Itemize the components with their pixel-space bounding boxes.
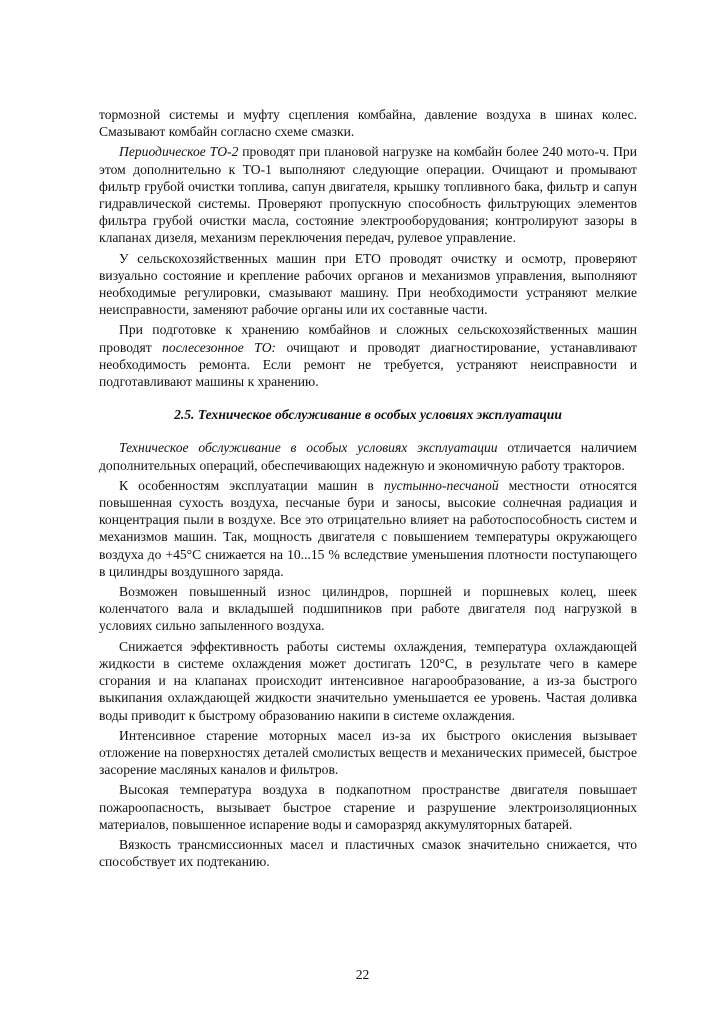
paragraph-to2 — [99, 143, 637, 246]
paragraph-text: Высокая температура воздуха в подкапотном пространстве двигателя повышает пожароопасность, вызывает быстрое старение и разрушение электроизоляционных материалов, повышенное испарение воды и саморазряд аккумуляторных батарей. — [99, 782, 637, 832]
paragraph-text: Снижается эффективность работы системы охлаждения, температура охлаждающей жидкости в системе охлаждения может достигать 120°С, в результате чего в камере сгорания и на клапанах происходит интенсивное нагарообразование, а из-за быстрого выкипания охлаждающей жидкости значительно уменьшается ее уровень. Частая доливка воды приводит к быстрому образованию накипи в системе охлаждения. — [99, 638, 637, 723]
paragraph-text: При подготовке к хранению комбайнов и сложных сельскохозяйственных машин проводят — [99, 322, 637, 355]
paragraph-desert — [99, 477, 637, 580]
paragraph-continuation — [99, 106, 637, 140]
paragraph-text: отличается наличием дополнительных операций, обеспечивающих надежную и экономичную работу тракторов. — [99, 440, 638, 473]
paragraph-text: Возможен повышенный износ цилиндров, поршней и поршневых колец, шеек коленчатого вала и вкладышей подшипников при работе двигателя под нагрузкой в условиях сильно запыленного воздуха. — [99, 584, 637, 634]
paragraph-text: очищают и проводят диагностирование, устанавливают необходимость ремонта. Если ремонт не требуется, устраняют неисправности и подготавливают машины к хранению. — [99, 339, 638, 390]
paragraph-fire-hazard — [99, 781, 637, 833]
paragraph-text: проводят при плановой нагрузке на комбайн более 240 мото-ч. При этом дополнительно к ТО-1 выполняют следующие операции. Очищают и промывают фильтр грубой очистки топлива, сапун двигателя, крышку топливного бака, фильтр и сапун гидравлической системы. Проверяют пропускную способность фильтрующих элементов фильтра грубой очистки масла, состояние электрооборудования; контролируют зазоры в клапанах дизеля, механизм переключения передач, рулевое управление. — [99, 144, 637, 246]
paragraph-eto — [99, 250, 637, 319]
paragraph-text: местности относятся повышенная сухость воздуха, песчаные бури и заносы, высокие солнечная радиация и концентрация пыли в воздухе. Все это отрицательно влияет на работоспособность систем и механизмов машин. Так, мощность двигателя с повышением температуры окружающего воздуха до +45°С снижается на 10...15 % вследствие уменьшения плотности поступающего в цилиндры воздушного заряда. — [99, 477, 637, 579]
section-heading: 2.5. Техническое обслуживание в особых условиях эксплуатации — [174, 407, 562, 423]
term-to2: Периодическое ТО-2 — [119, 144, 239, 160]
paragraph-text: У сельскохозяйственных машин при ЕТО проводят очистку и осмотр, проверяют визуально состояние и крепление рабочих органов и механизмов управления, выполняют необходимые регулировки, смазывают машину. При необходимости устраняют мелкие неисправности, заменяют рабочие органы или их составные части. — [99, 250, 637, 318]
paragraph-text: Вязкость трансмиссионных масел и пластичных смазок значительно снижается, что способствует их подтеканию. — [99, 836, 637, 870]
term-desert: пустынно-песчаной — [383, 477, 499, 493]
paragraph-wear — [99, 583, 637, 635]
paragraph-text: тормозной системы и муфту сцепления комбайна, давление воздуха в шинах колес. Смазывают комбайн согласно схеме смазки. — [99, 107, 637, 140]
paragraph-storage — [99, 321, 637, 390]
term-special-conditions: Техническое обслуживание в особых условиях эксплуатации — [119, 440, 498, 456]
term-post-season-to: послесезонное ТО: — [162, 339, 277, 355]
paragraph-special-conditions — [99, 439, 637, 473]
paragraph-text: Интенсивное старение моторных масел из-за их быстрого окисления вызывает отложение на поверхностях деталей смолистых веществ и механических примесей, быстрое засорение масляных каналов и фильтров. — [99, 727, 637, 778]
paragraph-cooling — [99, 638, 637, 724]
document-body — [99, 106, 637, 870]
paragraph-oil-aging — [99, 727, 637, 779]
page-number: 22 — [355, 967, 370, 982]
paragraph-text: К особенностям эксплуатации машин в — [119, 477, 384, 493]
paragraph-viscosity — [99, 836, 637, 870]
